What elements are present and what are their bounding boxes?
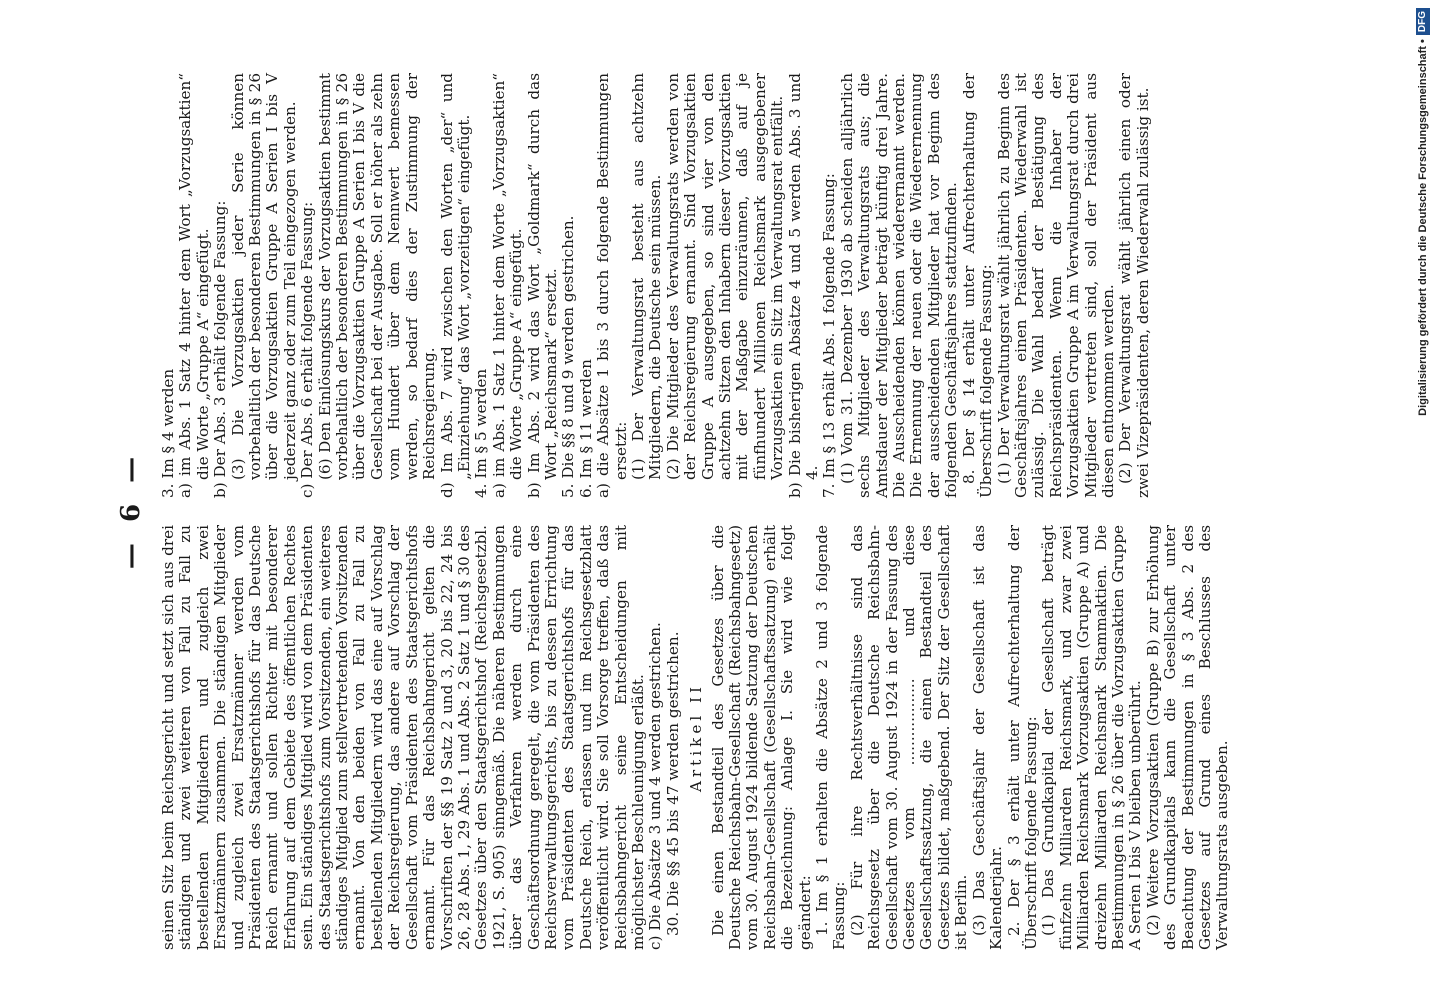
paragraph: (3) Die Vorzugsaktien jeder Serie können vorbehaltlich der besonderen Bestimmungen in § 26 über die Vorzugsaktien Gruppe A Serien I bis V jederzeit ganz oder zum Teil eingezogen werden. [228, 73, 299, 480]
paragraph: 2. Der § 3 erhält unter Aufrechterhaltung der Überschrift folgende Fassung: [1004, 525, 1040, 950]
paragraph: d) Im Abs. 7 wird zwischen den Worten „der“ und „Einziehung“ das Wort „vorzeitigen“ eingefügt. [437, 73, 473, 498]
paragraph: c) Die Absätze 3 und 4 werden gestrichen. [646, 622, 665, 950]
paragraph: (2) Weitere Vorzugsaktien (Gruppe B) zur Erhöhung des Grundkapitals kann die Gesellschaft unter Beachtung der Bestimmungen in § 3 Abs. 2 des Gesetzes auf Grund eines Beschlusses des Verwaltungsrats ausgeben. [1143, 525, 1232, 950]
paragraph: c) Der Abs. 6 erhält folgende Fassung: [298, 201, 317, 498]
watermark-text: Digitalisierung gefördert durch die Deutsche Forschungsgemeinschaft • [1417, 39, 1429, 416]
paragraph: (6) Den Einlösungskurs der Vorzugsaktien bestimmt vorbehaltlich der besonderen Bestimmungen in § 26 über die Vorzugsaktien Gruppe A Serien I bis V die Gesellschaft bei der Ausgabe. Soll er höher als zehn vom Hundert über dem Nennwert bemessen werden, so bedarf dies der Zustimmung der Reichsregierung. [315, 73, 439, 480]
dfg-logo: DFG [1416, 8, 1430, 35]
paragraph: seinen Sitz beim Reichsgericht und setzt sich aus drei ständigen und zwei weiteren von Fall zu Fall zu bestellenden Mitgliedern und zugleich zwei Ersatzmännern zusammen. Die ständigen Mitglieder und zugleich zwei Ersatzmänner werden vom Präsidenten des Staatsgerichtshofs für das Deutsche Reich ernannt und sollen Richter mit besonderer Erfahrung auf dem Gebiete des öffentlichen Rechtes sein. Ein ständiges Mitglied wird von dem Präsidenten des Staatsgerichtshofs zum Vorsitzenden, ein weiteres ständiges Mitglied zum stellvertretenden Vorsitzenden ernannt. Von den beiden von Fall zu Fall zu bestellenden Mitgliedern wird das eine auf Vorschlag der Reichsregierung, das andere auf Vorschlag der Gesellschaft vom Präsidenten des Staatsgerichtshofs ernannt. Für das Reichsbahngericht gelten die Vorschriften der §§ 19 Satz 2 und 3, 20 bis 22, 24 bis 26, 28 Abs. 1, 29 Abs. 1 und Abs. 2 Satz 1 und § 30 des Gesetzes über den Staatsgerichtshof (Reichsgesetzbl. 1921, S. 905) sinngemäß. Die näheren Bestimmungen über das Verfahren werden durch eine Geschäftsordnung geregelt, die vom Präsidenten des Reichsverwaltungsgerichts, bis zu dessen Errichtung vom Präsidenten des Staatsgerichtshofs für das Deutsche Reich, erlassen und im Reichsgesetzblatt veröffentlicht wird. Sie soll Vorsorge treffen, daß das Reichsbahngericht seine Entscheidungen mit möglichster Beschleunigung erläßt. [159, 525, 647, 950]
paragraph: (2) Für ihre Rechtsverhältnisse sind das Reichsgesetz über die Deutsche Reichsbahn-Gesellschaft vom 30. August 1924 in der Fassung des Gesetzes vom .................. und diese Gesellschaftssatzung, die einen Bestandteil des Gesetzes bildet, maßgebend. Der Sitz der Gesellschaft ist Berlin. [847, 525, 971, 950]
paragraph: 3. Im § 4 werden [159, 368, 177, 498]
paragraph: 6. Im § 11 werden [576, 359, 595, 498]
paragraph: (1) Der Verwaltungsrat wählt jährlich zu Beginn des Geschäftsjahres einen Präsidenten. Wiederwahl ist zulässig. Die Wahl bedarf der Bestätigung des Reichspräsidenten. Wenn die Inhaber der Vorzugsaktien Gruppe A im Verwaltungsrat durch drei Mitglieder vertreten sind, soll der Präsident aus diesen entnommen werden. [994, 73, 1117, 498]
digitization-watermark [1412, 8, 1434, 992]
watermark-text-strip [1412, 8, 1434, 992]
paragraph: 8. Der § 14 erhält unter Aufrechterhaltung der Überschrift folgende Fassung: [959, 73, 996, 498]
left-text-column [160, 525, 1232, 950]
paragraph: a) im Abs. 1 Satz 1 hinter dem Worte „Vorzugsaktien“ die Worte „Gruppe A“ eingefügt. [489, 73, 526, 498]
paragraph: Artikel II [687, 682, 706, 793]
paragraph: 4. Im § 5 werden [472, 368, 491, 498]
paragraph: Die einen Bestandteil des Gesetzes über die Deutsche Reichsbahn-Gesellschaft (Reichsbahngesetz) vom 30. August 1924 bildende Satzung der Deutschen Reichsbahn-Gesellschaft (Gesellschaftssatzung) erhält die Bezeichnung: Anlage I. Sie wird wie folgt geändert: [708, 525, 814, 950]
paragraph: b) Der Abs. 3 erhält folgende Fassung: [211, 200, 230, 498]
paragraph: b) Im Abs. 2 wird das Wort „Goldmark“ durch das Wort „Reichsmark“ ersetzt. [524, 73, 560, 498]
paragraph: (1) Vom 31. Dezember 1930 ab scheiden alljährlich sechs Mitglieder des Verwaltungsrats aus; die Amtsdauer der Mitglieder beträgt künftig drei Jahre. Die Ausscheidenden können wiederernannt werden. Die Ernennung der neuen oder die Wiederernennung der ausscheidenden Mitglieder hat vor Beginn des folgenden Geschäftsjahres stattzufinden. [837, 73, 961, 498]
paragraph: 5. Die §§ 8 und 9 werden gestrichen. [559, 215, 578, 498]
right-text-column [160, 73, 1152, 498]
paragraph: (2) Der Verwaltungsrat wählt jährlich einen oder zwei Vizepräsidenten, deren Wiederwahl zulässig ist. [1116, 73, 1152, 498]
paragraph: 7. Im § 13 erhält Abs. 1 folgende Fassung: [820, 173, 839, 498]
paragraph: (1) Der Verwaltungsrat besteht aus achtzehn Mitgliedern, die Deutsche sein müssen. [628, 73, 665, 480]
paragraph: (2) Die Mitglieder des Verwaltungsrats werden von der Reichsregierung ernannt. Sind Vorzugsaktien Gruppe A ausgegeben, so sind vier von den achtzehn Sitzen den Inhabern dieser Vorzugsaktien mit der Maßgabe einzuräumen, daß auf je fünfhundert Millionen Reichsmark ausgegebener Vorzugsaktien ein Sitz im Verwaltungsrat entfällt. [663, 73, 787, 480]
paragraph: 30. Die §§ 45 bis 47 werden gestrichen. [663, 631, 682, 936]
paragraph: a) die Absätze 1 bis 3 durch folgende Bestimmungen ersetzt: [594, 73, 630, 498]
page-number: — 6 — [116, 450, 146, 570]
paragraph: a) im Abs. 1 Satz 4 hinter dem Wort „Vorzugsaktien“ die Worte „Gruppe A“ eingefügt. [176, 73, 212, 498]
rotated-document-page [116, 70, 1420, 950]
paragraph: b) Die bisherigen Absätze 4 und 5 werden Abs. 3 und 4. [785, 73, 822, 498]
paragraph: 1. Im § 1 erhalten die Absätze 2 und 3 folgende Fassung: [813, 525, 849, 950]
paragraph: (3) Das Geschäftsjahr der Gesellschaft ist das Kalenderjahr. [969, 525, 1006, 950]
paragraph: (1) Das Grundkapital der Gesellschaft beträgt fünfzehn Milliarden Reichsmark, und zwar zwei Milliarden Reichsmark Vorzugsaktien (Gruppe A) und dreizehn Milliarden Reichsmark Stammaktien. Die Bestimmungen in § 26 über die Vorzugsaktien Gruppe A Serien I bis V bleiben unberührt. [1039, 525, 1145, 950]
